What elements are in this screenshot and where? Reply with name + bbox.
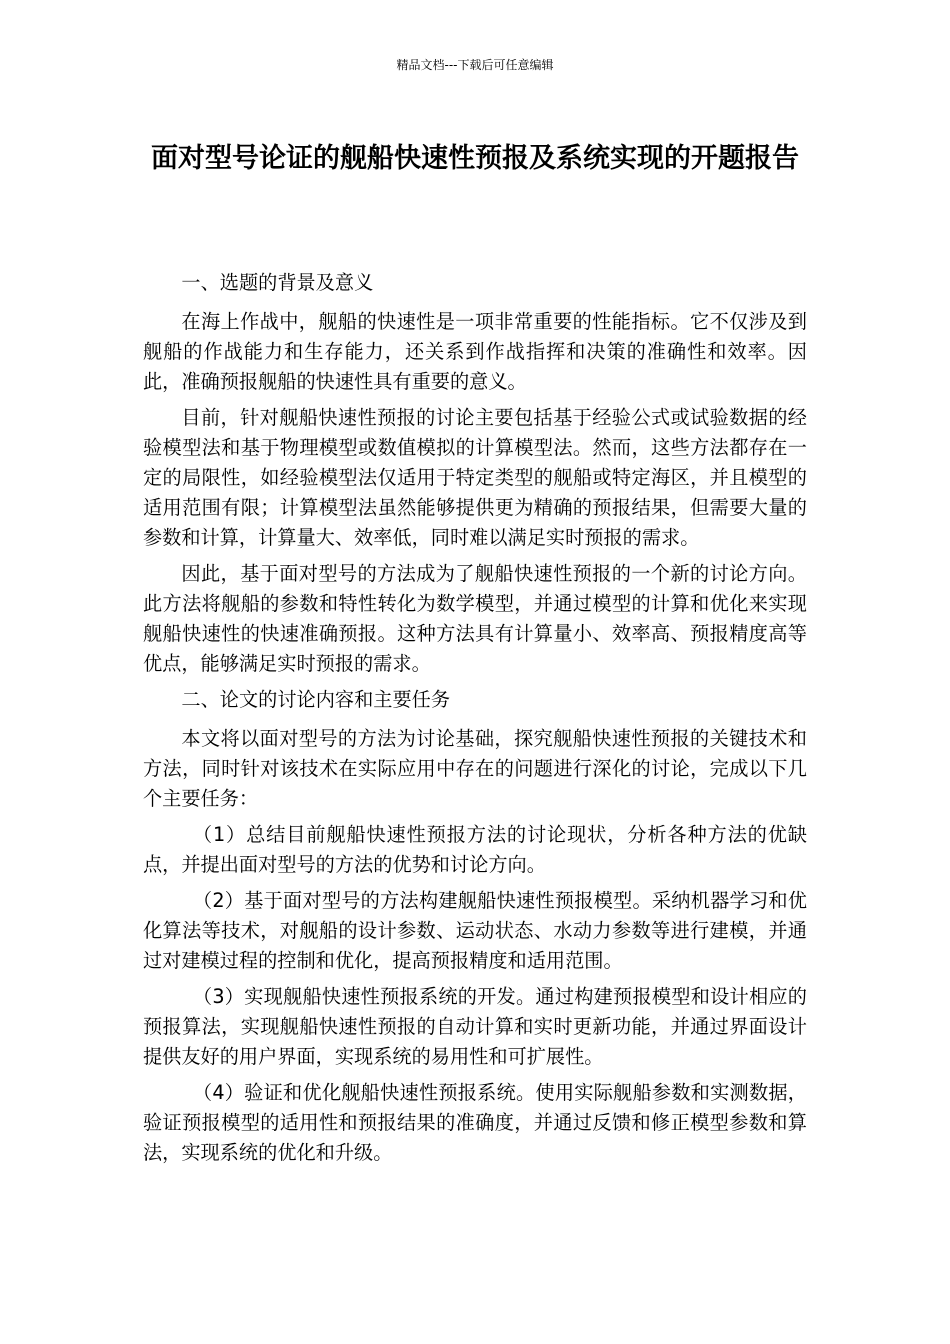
task-item-1: （1）总结目前舰船快速性预报方法的讨论现状，分析各种方法的优缺点，并提出面对型号的方法的优势和讨论方向。 [143, 823, 807, 876]
task-item-4: （4）验证和优化舰船快速性预报系统。使用实际舰船参数和实测数据，验证预报模型的适用性和预报结果的准确度，并通过反馈和修正模型参数和算法，实现系统的优化和升级。 [143, 1081, 807, 1164]
task-item-3: （3）实现舰船快速性预报系统的开发。通过构建预报模型和设计相应的预报算法，实现舰船快速性预报的自动计算和实时更新功能，并通过界面设计提供友好的用户界面，实现系统的易用性和可扩展性。 [143, 985, 807, 1068]
paragraph-research-overview: 本文将以面对型号的方法为讨论基础，探究舰船快速性预报的关键技术和方法，同时针对该技术在实际应用中存在的问题进行深化的讨论，完成以下几个主要任务： [143, 727, 807, 810]
task-item-2: （2）基于面对型号的方法构建舰船快速性预报模型。采纳机器学习和优化算法等技术，对舰船的设计参数、运动状态、水动力参数等进行建模，并通过对建模过程的控制和优化，提高预报精度和适用范围。 [143, 889, 807, 972]
paragraph-current-methods: 目前，针对舰船快速性预报的讨论主要包括基于经验公式或试验数据的经验模型法和基于物理模型或数值模拟的计算模型法。然而，这些方法都存在一定的局限性，如经验模型法仅适用于特定类型的舰船或特定海区，并且模型的适用范围有限；计算模型法虽然能够提供更为精确的预报结果，但需要大量的参数和计算，计算量大、效率低，同时难以满足实时预报的需求。 [143, 406, 807, 549]
document-body [143, 268, 807, 1174]
section-heading-background: 一、选题的背景及意义 [181, 271, 374, 294]
paragraph-new-direction: 因此，基于面对型号的方法成为了舰船快速性预报的一个新的讨论方向。此方法将舰船的参数和特性转化为数学模型，并通过模型的计算和优化来实现舰船快速性的快速准确预报。这种方法具有计算量小、效率高、预报精度高等优点，能够满足实时预报的需求。 [143, 562, 807, 675]
header-note: 精品文档---下载后可任意编辑 [396, 58, 554, 72]
document-title: 面对型号论证的舰船快速性预报及系统实现的开题报告 [151, 143, 799, 174]
section-heading-content: 二、论文的讨论内容和主要任务 [181, 688, 451, 711]
paragraph-significance: 在海上作战中，舰船的快速性是一项非常重要的性能指标。它不仅涉及到舰船的作战能力和生存能力，还关系到作战指挥和决策的准确性和效率。因此，准确预报舰船的快速性具有重要的意义。 [143, 310, 807, 393]
